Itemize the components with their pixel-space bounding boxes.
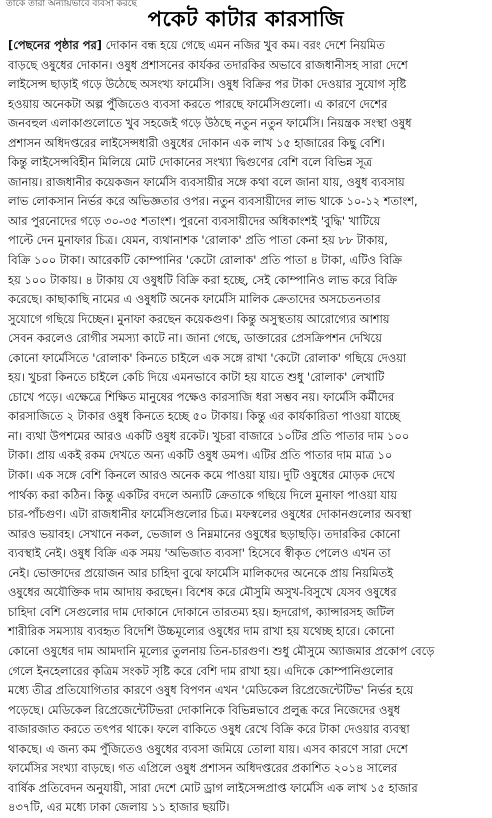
article-line: পাল্টে দেন মুনাফার চিত্র। যেমন, ব্যথানাশক 'রোলাক' প্রতি পাতা কেনা হয় ৮৮ টাকায়, xyxy=(8,233,388,248)
article-line: বিক্রি ১০০ টাকা। আরেকটি কোম্পানির 'কেটো রোলাক' প্রতি পাতা ৪ টাকা, এটিও বিক্রি xyxy=(8,253,402,268)
article-line: লাইসেন্স ছাড়াই গড়ে উঠেছে অসংখ্য ফার্মেসি। ওষুধ বিক্রির পর টাকা দেওয়ার সুযোগ সৃষ্টি xyxy=(8,77,407,92)
article-line: সুযোগে গছিয়ে দিচ্ছেন। মুনাফা করছেন কয়েকগুণ। কিন্তু অসুস্থতায় আরোগ্যের আশায় xyxy=(8,311,390,326)
article-line: আর পুরনোদের গড়ে ৩০-৩৫ শতাংশ। পুরনো ব্যবসায়ীদের অধিকাংশই 'বুদ্ধি' খাটিয়ে xyxy=(8,213,381,228)
article-line: পড়েছে। মেডিকেল রিপ্রেজেন্টেটিভরা দোকানিকে বিভিন্নভাবে প্রলুব্ধ করে নিজেদের ওষুধ xyxy=(8,702,401,717)
article-line: চাহিদা বেশি সেগুলোর দাম দোকানে দোকানে তারতম্য হয়। হৃদরোগ, ক্যান্সারসহ জটিল xyxy=(8,604,395,619)
continued-from-back-page-label: [পেছনের পৃষ্ঠার পর] xyxy=(8,38,102,52)
article-line: কারসাজিতে ২ টাকার ওষুধ কিনতে হচ্ছে ৫০ টাকায়। কিন্তু এর কার্যকারিতা পাওয়া যাচ্ছে xyxy=(8,409,400,424)
article-line: বাজারজাত করতে তৎপর থাকে। ফলে বাকিতে ওষুধ রেখে বিক্রি করে টাকা দেওয়ার ব্যবস্থা xyxy=(8,722,410,737)
article-line-text: দোকান বন্ধ হয়ে গেছে এমন নজির খুব কম। বরং দেশে নিয়মিত xyxy=(101,38,385,52)
article-line: কোনো ফার্মেসিতে 'রোলাক' কিনতে চাইলে এক সঙ্গে রাখা 'কেটো রোলাক' গছিয়ে দেওয়া xyxy=(8,350,407,365)
article-line: হয়। খুচরা কিনতে চাইলে কেচি দিয়ে এমনভাবে কাটা হয় যাতে শুধু 'রোলাক' লেখাটি xyxy=(8,370,385,385)
article-line: আরও ভয়াবহ। সেখানে নকল, ভেজাল ও নিম্নমানের ওষুধের ছড়াছড়ি। তদারকির কোনো xyxy=(8,526,401,541)
article-line: ওষুধের অযৌক্তিক দাম আদায় করছেন। বিশেষ করে মৌসুমি অসুখ-বিসুখে যেসব ওষুধের xyxy=(8,585,397,600)
article-line: নেই। ভোক্তাদের প্রয়োজন আর চাহিদা বুঝে ফার্মেসি মালিকদের অনেকে প্রায় নিয়মিতই xyxy=(8,565,393,580)
article-line: বার্ষিক প্রতিবেদন অনুযায়ী, সারা দেশে মোট ড্রাগ লাইসেন্সপ্রাপ্ত ফার্মেসি এক লাখ ১৫ হাজার xyxy=(8,780,418,795)
article-line: থাকছে। এ জন্য কম পুঁজিতেও ওষুধের ব্যবসা জমিয়ে তোলা যায়। এসব কারণে সারা দেশে xyxy=(8,741,408,756)
article-line xyxy=(8,36,486,56)
article-line: জানায়। রাজধানীর কয়েকজন ফার্মেসি ব্যবসায়ীর সঙ্গে কথা বলে জানা যায়, ওষুধ ব্যবসায় xyxy=(8,174,405,189)
article-line: টাকা। প্রায় একই রকম দেখতে অন্য একটি ওষুধ ডমপ। এটির প্রতি পাতার দাম মাত্র ১০ xyxy=(8,448,393,463)
article-line: হয় ১০০ টাকায়। ৪ টাকায় যে ওষুধটি বিক্রি করা হচ্ছে, সেই কোম্পানিও লাভ করে বিক্রি xyxy=(8,272,397,287)
article-line: মধ্যে তীব্র প্রতিযোগিতার কারণে ওষুধ বিপণন এখন 'মেডিকেল রিপ্রেজেন্টেটিভ' নির্ভর হয়ে xyxy=(8,683,414,698)
article-line: টাকা। এক সঙ্গে বেশি কিনলে আরও অনেক কমে পাওয়া যায়। দুটি ওষুধের মোড়ক দেখে xyxy=(8,468,395,483)
article-line: বাড়ছে ওষুধের দোকান। ওষুধ প্রশাসনের কার্যকর তদারকির অভাবে রাজধানীসহ সারা দেশে xyxy=(8,57,408,72)
article-line: হওয়ায় অনেকটা অল্প পুঁজিতেও ব্যবসা করতে পারছে ফার্মেসিগুলো। এ কারণে দেশের xyxy=(8,96,388,111)
article-line: ৪৩৭টি, এর মধ্যে ঢাকা জেলায় ১১ হাজার ছয়টি। xyxy=(8,800,230,815)
article-body xyxy=(8,36,486,815)
article-line: জনবহুল এলাকাগুলোতে খুব সহজেই গড়ে উঠছে নতুন নতুন ফার্মেসি। নিয়ন্ত্রক সংস্থা ওষুধ xyxy=(8,116,412,131)
article-line: পার্থক্য করা কঠিন। কিন্তু একটির বদলে অন্যটি ক্রেতাকে গছিয়ে দিলে মুনাফা পাওয়া যায় xyxy=(8,487,397,502)
article-line: করেছে। কাছাকাছি নামের এ ওষুধটি অনেক ফার্মেসি মালিক ক্রেতাদের অসচেতনতার xyxy=(8,292,381,307)
article-line: কিন্তু লাইসেন্সবিহীন মিলিয়ে মোট দোকানের সংখ্যা দ্বিগুণের বেশি বলে বিভিন্ন সূত্র xyxy=(8,155,373,170)
article-line: শারীরিক সমস্যায় ব্যবহৃত বিদেশি উচ্চমূল্যের ওষুধের দাম রাখা হয় যথেচ্ছ হারে। কোনো xyxy=(8,624,395,639)
previous-article-fragment: তাকে তারা অন্যায়ভাবে ব্যবসা করছে xyxy=(6,0,137,9)
article-line: না। ব্যথা উপশমের আরও একটি ওষুধ রকেট। খুচরা বাজারে ১০টির প্রতি পাতার দাম ১০০ xyxy=(8,428,410,443)
article-line: লাভ লোকসান নির্ভর করে অভিজ্ঞতার ওপর। নতুন ব্যবসায়ীদের লাভ থাকে ১০-১২ শতাংশ, xyxy=(8,194,418,209)
article-headline: পকেট কাটার কারসাজি xyxy=(147,7,345,31)
article-line: সেবন করলেও রোগীর সমস্যা কাটে না। জানা গেছে, ডাক্তারের প্রেসক্রিপশন দেখিয়ে xyxy=(8,331,382,346)
article-line: ব্যবস্থাই নেই। ওষুধ বিক্রি এক সময় 'অভিজাত ব্যবসা' হিসেবে স্বীকৃত পেলেও এখন তা xyxy=(8,546,391,561)
article-line: চোখে পড়ে। এক্ষেত্রে শিক্ষিত মানুষের পক্ষেও কারসাজি ধরা সম্ভব নয়। ফার্মেসি কর্মীদের xyxy=(8,389,395,404)
article-line: ফার্মেসির সংখ্যা বাড়ছে। গত এপ্রিলে ওষুধ প্রশাসন অধিদপ্তরের প্রকাশিত ২০১৪ সালের xyxy=(8,761,398,776)
article-line: প্রশাসন অধিদপ্তরের লাইসেন্সধারী ওষুধের দোকান এক লাখ ১৫ হাজারের কিছু বেশি। xyxy=(8,135,385,150)
article-line: কোনো ওষুধের দাম আমদানি মূল্যের তুলনায় তিন-চারগুণ। শুধু মৌসুমে অ্যাজমার প্রকোপ বেড়ে xyxy=(8,643,435,658)
article-line: চার-পাঁচগুণ। এটা রাজধানীর ফার্মেসিগুলোর চিত্র। মফস্বলের ওষুধের দোকানগুলোর অবস্থা xyxy=(8,507,412,522)
article-line: গেলে ইনহেলারের কৃত্রিম সংকট সৃষ্টি করে বেশি দাম রাখা হয়। এদিকে কোম্পানিগুলোর xyxy=(8,663,394,678)
